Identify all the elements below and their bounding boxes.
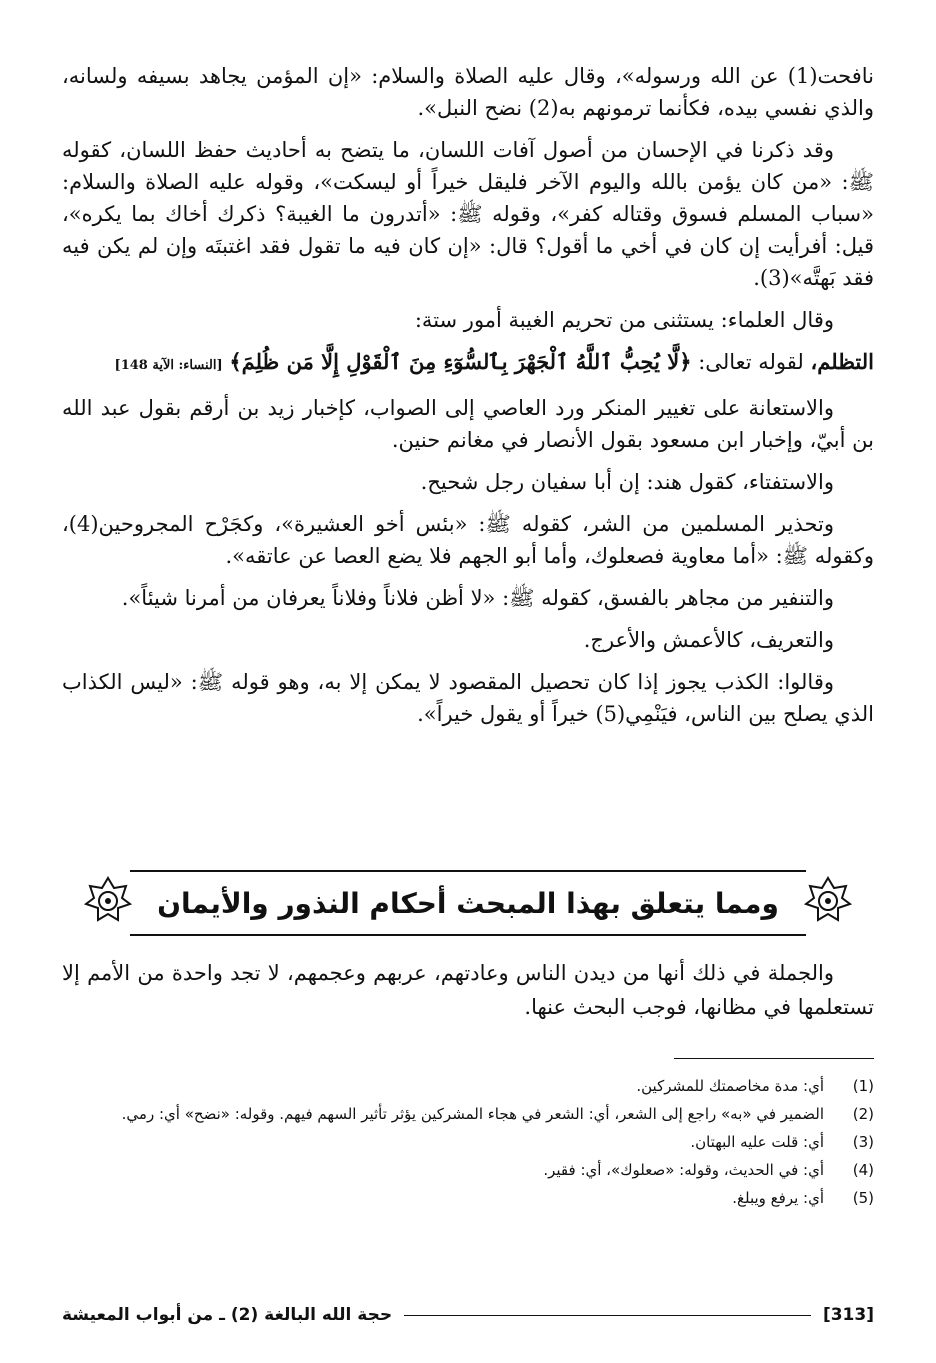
paragraph-9: وقالوا: الكذب يجوز إذا كان تحصيل المقصود لا يمكن إلا به، وهو قوله ﷺ: «ليس الكذاب الذي يصلح بين الناس، فيَنْمِي(5) خيراً أو يقول خيراً». xyxy=(62,670,874,726)
footnote-1 xyxy=(62,1072,874,1100)
footnote-number: (3) xyxy=(852,1133,874,1151)
page-number: [313] xyxy=(822,1305,874,1325)
page-footer xyxy=(62,1300,874,1330)
footnote-text: الضمير في «به» راجع إلى الشعر، أي: الشعر في هجاء المشركين يؤثر تأثير السهم فيهم. وقوله: «نضح» أي: رمي. xyxy=(121,1105,824,1123)
footnote-text: أي: في الحديث، وقوله: «صعلوك»، أي: فقير. xyxy=(543,1161,824,1179)
star-flower-ornament-icon xyxy=(84,876,132,924)
paragraph-3: وقال العلماء: يستثنى من تحريم الغيبة أمور ستة: xyxy=(414,308,834,332)
paragraph-8: والتعريف، كالأعمش والأعرج. xyxy=(583,628,834,652)
footer-rule xyxy=(404,1315,811,1316)
section-intro-paragraph xyxy=(62,956,874,1024)
star-flower-ornament-icon xyxy=(804,876,852,924)
footnote-number: (4) xyxy=(852,1161,874,1179)
footnote-number: (1) xyxy=(852,1077,874,1095)
footnote-number: (2) xyxy=(852,1105,874,1123)
quran-reference: [النساء: الآية 148] xyxy=(114,358,223,373)
footnote-text: أي: مدة مخاصمتك للمشركين. xyxy=(636,1077,824,1095)
footnote-number: (5) xyxy=(852,1189,874,1207)
running-title: حجة الله البالغة (2) ـ من أبواب المعيشة xyxy=(62,1305,393,1325)
footnote-text: أي: قلت عليه البهتان. xyxy=(690,1133,824,1151)
tazallum-lead: التظلم، xyxy=(810,349,874,374)
footnote-4 xyxy=(62,1156,874,1184)
quran-verse: ﴿لَّا يُحِبُّ ٱللَّهُ ٱلْجَهْرَ بِٱلسُّوٓءِ مِنَ ٱلْقَوْلِ إِلَّا مَن ظُلِمَ﴾ xyxy=(229,349,692,374)
footnote-3 xyxy=(62,1128,874,1156)
footnotes xyxy=(62,1072,874,1212)
footnote-2 xyxy=(62,1100,874,1128)
paragraph-1: نافحت(1) عن الله ورسوله»، وقال عليه الصلاة والسلام: «إن المؤمن يجاهد بسيفه ولسانه، والذي نفسي بيده، فكأنما ترمونهم به(2) نضح النبل». xyxy=(62,64,874,120)
paragraph-6: وتحذير المسلمين من الشر، كقوله ﷺ: «بئس أخو العشيرة»، وكجَرْح المجروحين(4)، وكقوله ﷺ: «أما معاوية فصعلوك، وأما أبو الجهم فلا يضع العصا عن عاتقه». xyxy=(62,512,874,568)
section-heading-text: ومما يتعلق بهذا المبحث أحكام النذور والأيمان xyxy=(157,886,779,920)
paragraph-7: والتنفير من مجاهر بالفسق، كقوله ﷺ: «لا أظن فلاناً وفلاناً يعرفان من أمرنا شيئاً». xyxy=(121,586,834,610)
paragraph-4: والاستعانة على تغيير المنكر ورد العاصي إلى الصواب، كإخبار زيد بن أرقم بقول عبد الله بن أبيّ، وإخبار ابن مسعود بقول الأنصار في مغانم حنين. xyxy=(62,396,874,452)
footnote-text: أي: يرفع ويبلغ. xyxy=(732,1189,824,1207)
main-text xyxy=(62,60,874,740)
section-intro-text: والجملة في ذلك أنها من ديدن الناس وعادتهم، عربهم وعجمهم، لا تجد واحدة من الأمم إلا تستعلمها في مظانها، فوجب البحث عنها. xyxy=(62,961,874,1019)
paragraph-5: والاستفتاء، كقول هند: إن أبا سفيان رجل شحيح. xyxy=(420,470,834,494)
tazallum-text: لقوله تعالى: xyxy=(698,350,804,374)
section-heading xyxy=(130,870,806,936)
footnote-separator xyxy=(674,1058,874,1059)
footnote-5 xyxy=(62,1184,874,1212)
paragraph-tazallum xyxy=(62,346,874,382)
paragraph-2: وقد ذكرنا في الإحسان من أصول آفات اللسان، ما يتضح به أحاديث حفظ اللسان، كقوله ﷺ: «من كان يؤمن بالله واليوم الآخر فليقل خيراً أو ليسكت»، وقوله عليه الصلاة والسلام: «سباب المسلم فسوق وقتاله كفر»، وقوله ﷺ: «أتدرون ما الغيبة؟ ذكرك أخاك بما يكره»، قيل: أفرأيت إن كان في أخي ما أقول؟ قال: «إن كان فيه ما تقول فقد اغتبتَه وإن لم يكن فيه فقد بَهتَّه»(3). xyxy=(62,138,874,290)
